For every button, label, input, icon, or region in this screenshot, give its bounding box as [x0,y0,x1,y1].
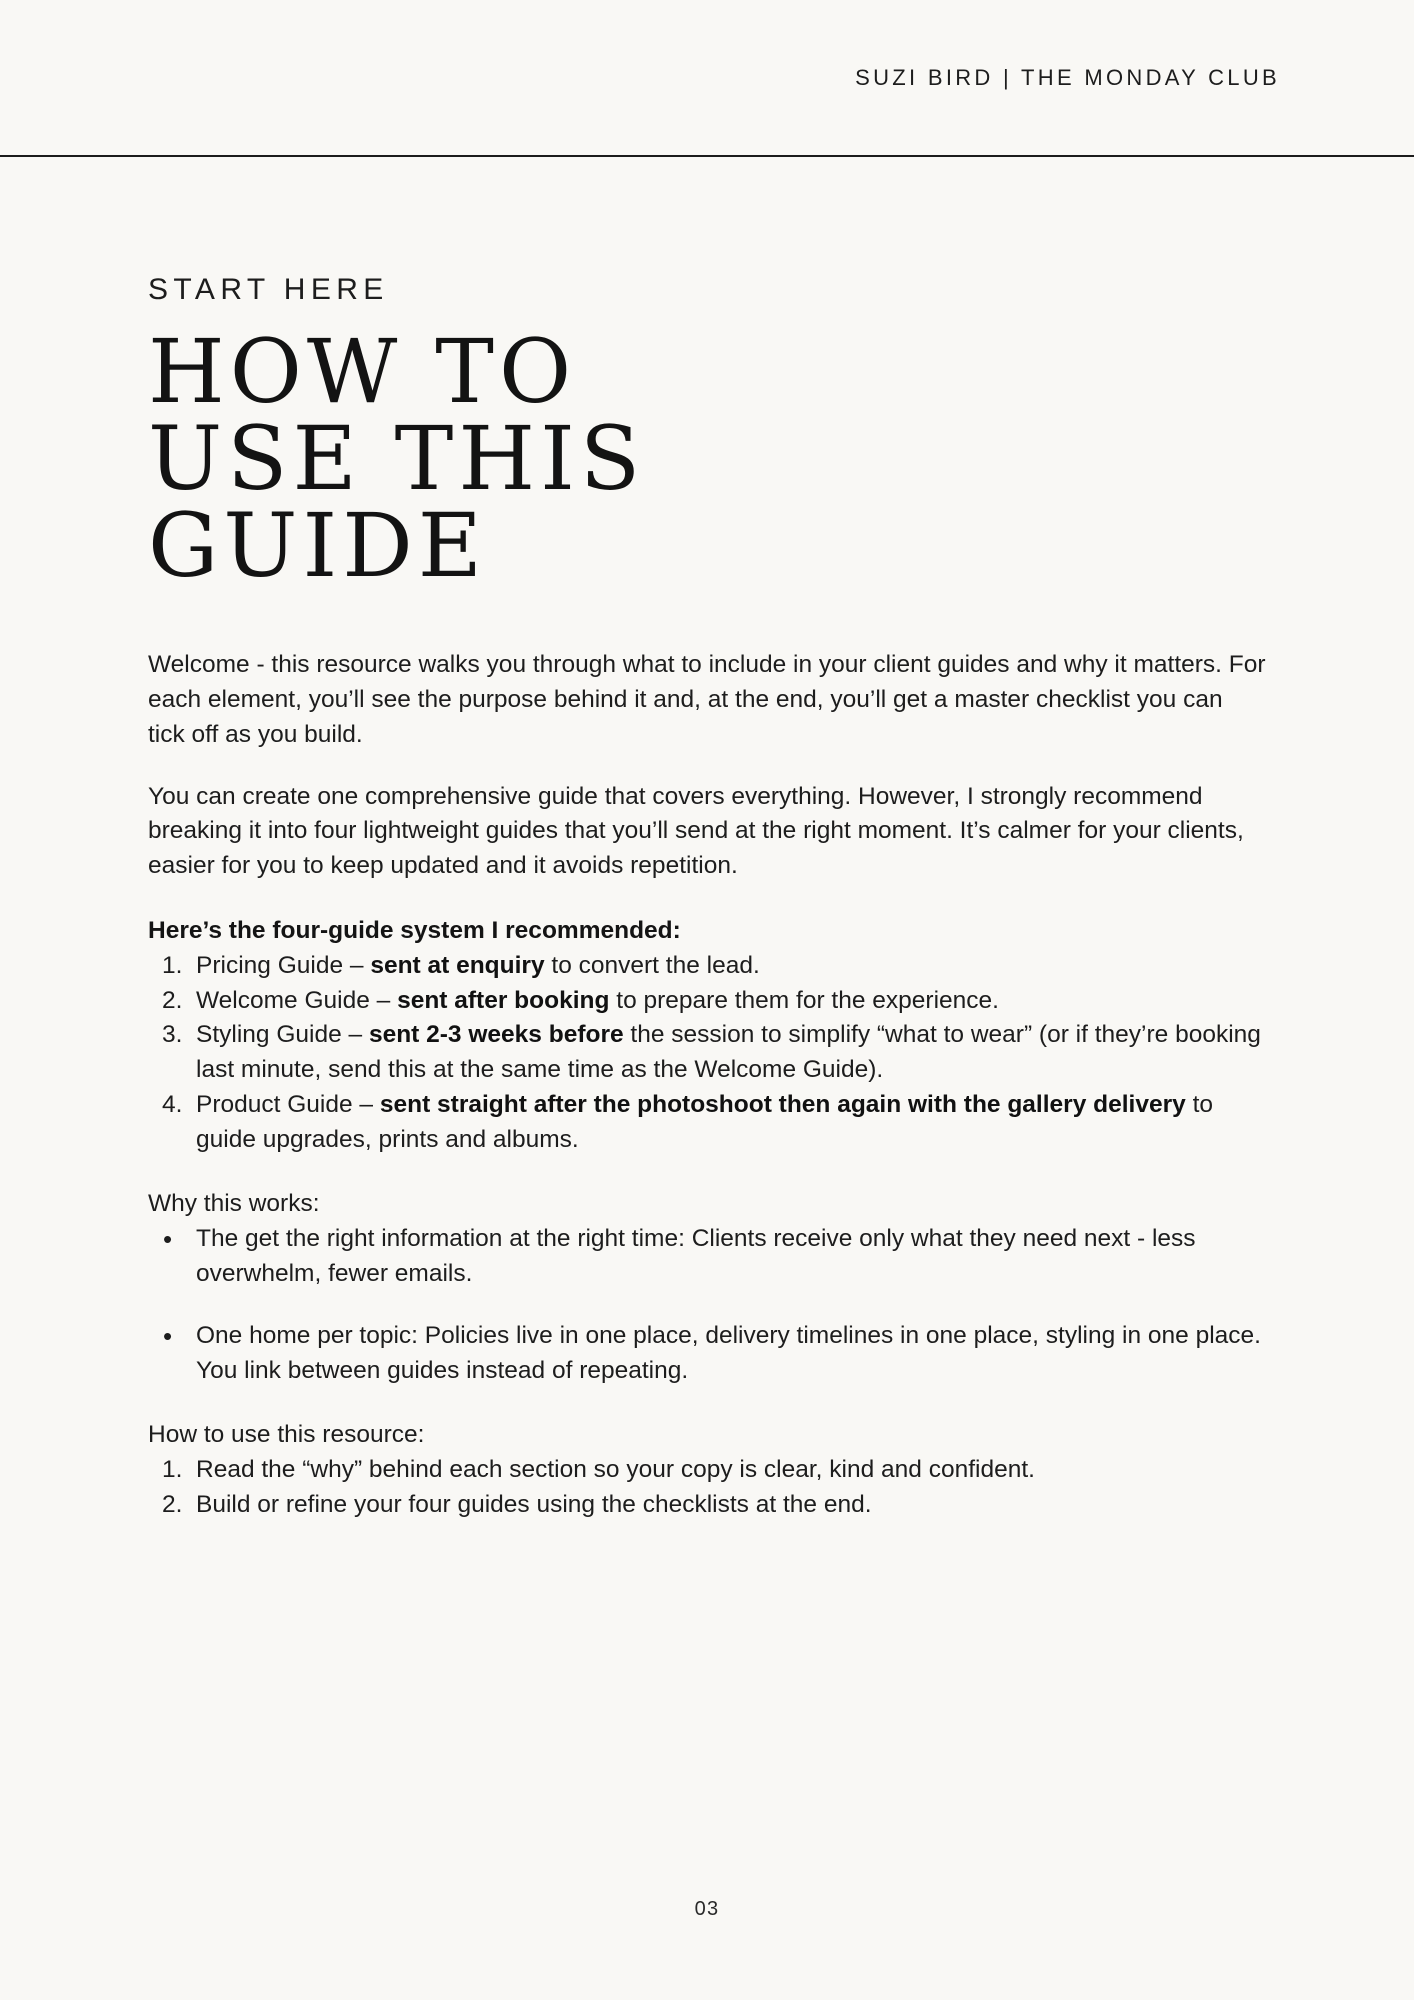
bullet-icon: • [163,1224,173,1255]
page-title-line-1: HOW TO [148,320,577,423]
list-item [148,1319,1266,1389]
list-marker: 1. [162,1456,183,1484]
bullet-icon: • [163,1320,173,1351]
page-title-line-3: GUIDE [148,494,488,598]
why-this-works-section [148,1187,1266,1388]
why-this-works-heading: Why this works: [148,1190,320,1218]
list-marker: 1. [162,951,183,979]
how-to-use-heading: How to use this resource: [148,1421,425,1449]
list-marker: 4. [162,1090,183,1118]
intro-paragraph-2: You can create one comprehensive guide that covers everything. However, I strongly recommend breaking it into four lightweight guides that you’ll send at the right moment. It’s calmer for your clients, easier for you to keep updated and it avoids repetition. [148,782,1244,880]
how-to-use-list [148,1453,1266,1523]
list-item-text: The get the right information at the right time: Clients receive only what they need next - less overwhelm, fewer emails. [196,1225,1196,1287]
list-marker: 2. [162,986,183,1014]
four-guide-system-list [148,949,1266,1158]
list-item-emphasis: sent after booking [397,986,610,1014]
list-item [148,1453,1266,1488]
list-item [148,949,1266,984]
intro-paragraph-1: Welcome - this resource walks you through what to include in your client guides and why it matters. For each element, you’ll see the purpose behind it and, at the end, you’ll get a master checklist you can tick off as you build. [148,651,1266,748]
list-item-text: Build or refine your four guides using the checklists at the end. [196,1490,872,1518]
list-item [148,984,1266,1019]
list-item-lead: Welcome Guide – [196,986,398,1014]
page-content [0,273,1414,1523]
list-item-lead: Pricing Guide – [196,951,371,979]
list-marker: 3. [162,1021,183,1049]
list-item [148,1088,1266,1158]
four-guide-system-heading: Here’s the four-guide system I recommended: [148,916,681,944]
list-marker: 2. [162,1490,183,1518]
list-item-tail: to convert the lead. [544,951,760,979]
list-item-lead: Product Guide – [196,1090,380,1118]
page-title [148,320,1266,598]
why-this-works-list [148,1222,1266,1388]
list-item-emphasis: sent 2-3 weeks before [368,1021,624,1049]
intro-block [148,648,1266,884]
list-item [148,1018,1266,1088]
list-item [148,1488,1266,1523]
list-item-tail: to prepare them for the experience. [609,986,999,1014]
list-item-emphasis: sent straight after the photoshoot then again with the gallery delivery [379,1090,1186,1118]
header-brand-title: SUZI BIRD | THE MONDAY CLUB [855,64,1280,90]
list-item-text: Read the “why” behind each section so your copy is clear, kind and confident. [196,1456,1035,1484]
page-title-line-2: USE THIS [148,407,646,511]
list-item-emphasis: sent at enquiry [370,951,545,979]
section-eyebrow: START HERE [148,273,389,306]
list-item-text: One home per topic: Policies live in one place, delivery timelines in one place, styling in one place. You link between guides instead of repeating. [196,1321,1261,1384]
four-guide-system-section [148,914,1266,1157]
page-header [0,0,1414,157]
how-to-use-section [148,1418,1266,1522]
list-item-lead: Styling Guide – [196,1021,369,1049]
list-item-tail: the session to simplify “what to wear” (or if they’re booking last minute, send this at the same time as the Welcome Guide). [196,1021,1261,1084]
page-number: 03 [694,1898,720,1920]
list-item-tail: to guide upgrades, prints and albums. [196,1090,1214,1153]
list-item [148,1222,1266,1292]
page-footer [0,1898,1414,1921]
